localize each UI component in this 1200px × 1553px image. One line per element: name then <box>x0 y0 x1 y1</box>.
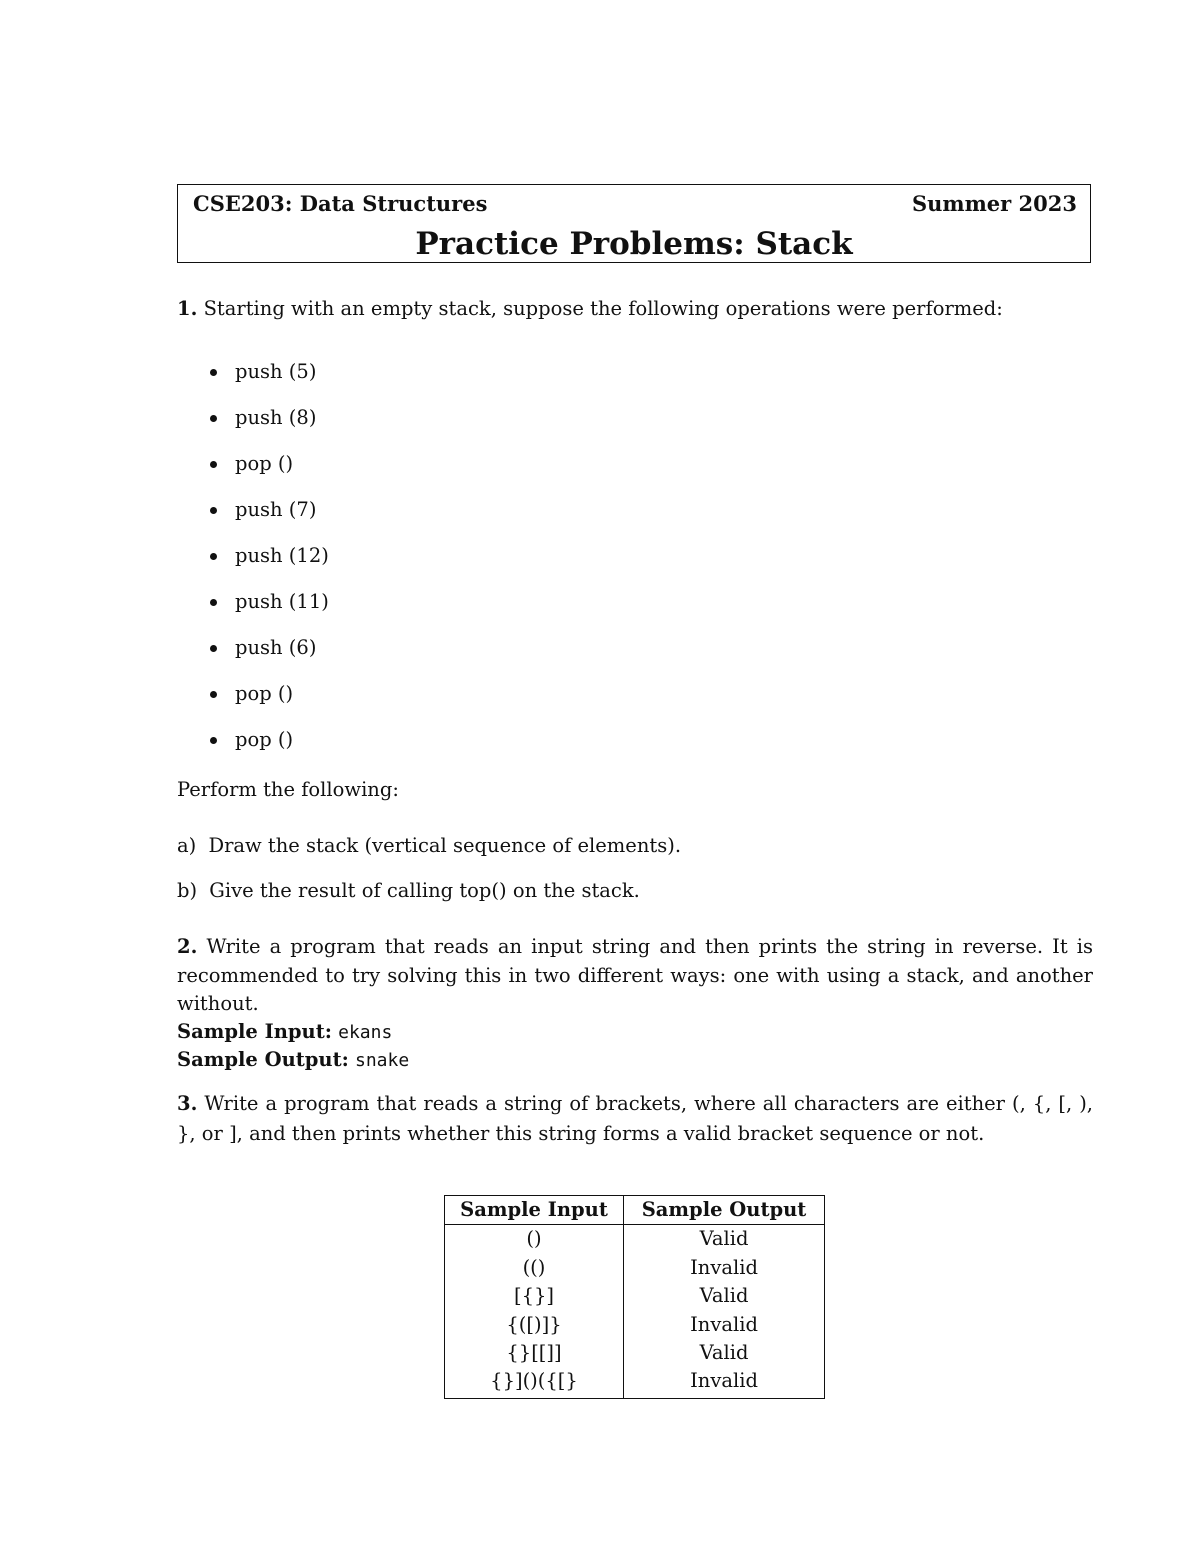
operation-text: push (11) <box>235 590 329 613</box>
table-header-row <box>445 1196 825 1225</box>
part-a-label: a) <box>177 834 197 857</box>
q3-text: Write a program that reads a string of brackets, where all characters are either (, {, [, ), }, or ], and then prints whether this string forms a valid bracket sequence or not. <box>177 1092 1093 1145</box>
list-item <box>210 671 329 717</box>
output-cell: Invalid <box>624 1367 825 1398</box>
samples-table <box>444 1195 825 1399</box>
column-header-input: Sample Input <box>445 1196 624 1225</box>
operation-text: push (6) <box>235 636 317 659</box>
table-row <box>445 1282 825 1310</box>
bullet-icon <box>210 369 217 376</box>
sample-input-value: ekans <box>338 1022 393 1043</box>
table-row <box>445 1339 825 1367</box>
q2-sample-input <box>177 1018 392 1047</box>
sample-output-label: Sample Output: <box>177 1048 349 1071</box>
table-row <box>445 1254 825 1282</box>
operations-list <box>210 349 329 763</box>
bullet-icon <box>210 507 217 514</box>
bullet-icon <box>210 599 217 606</box>
part-b <box>177 877 640 905</box>
operation-text: pop () <box>235 728 294 751</box>
perform-label: Perform the following: <box>177 778 399 801</box>
column-header-output: Sample Output <box>624 1196 825 1225</box>
operation-text: push (7) <box>235 498 317 521</box>
page-title: Practice Problems: Stack <box>415 226 853 262</box>
operation-text: pop () <box>235 452 294 475</box>
output-cell: Invalid <box>624 1311 825 1339</box>
part-b-label: b) <box>177 879 198 902</box>
sample-input-label: Sample Input: <box>177 1020 332 1043</box>
input-cell: {([)]} <box>445 1311 624 1339</box>
q2-text: Write a program that reads an input string and then prints the string in reverse. It is recommended to try solving this in two different ways: one with using a stack, and another without. <box>177 935 1093 1015</box>
part-a <box>177 832 681 860</box>
output-cell: Invalid <box>624 1254 825 1282</box>
output-cell: Valid <box>624 1339 825 1367</box>
part-a-text: Draw the stack (vertical sequence of elements). <box>208 834 682 857</box>
course-name: CSE203: Data Structures <box>193 191 488 216</box>
operation-text: push (5) <box>235 360 317 383</box>
output-cell: Valid <box>624 1225 825 1254</box>
sample-output-value: snake <box>354 1050 410 1071</box>
output-cell: Valid <box>624 1282 825 1310</box>
q1-intro-line <box>177 295 1003 323</box>
q1-intro: Starting with an empty stack, suppose the following operations were performed: <box>203 297 1003 320</box>
list-item <box>210 625 329 671</box>
operation-text: push (8) <box>235 406 317 429</box>
operation-text: push (12) <box>235 544 329 567</box>
header-box <box>177 184 1091 263</box>
list-item <box>210 717 329 763</box>
list-item <box>210 579 329 625</box>
list-item <box>210 349 329 395</box>
input-cell: [{}] <box>445 1282 624 1310</box>
bullet-icon <box>210 461 217 468</box>
q1-number: 1. <box>177 297 198 320</box>
q2-number: 2. <box>177 935 198 958</box>
input-cell: (() <box>445 1254 624 1282</box>
bullet-icon <box>210 737 217 744</box>
bullet-icon <box>210 691 217 698</box>
term: Summer 2023 <box>911 191 1077 216</box>
bullet-icon <box>210 415 217 422</box>
table-row <box>445 1225 825 1254</box>
q2-paragraph <box>177 933 1093 1019</box>
q2-sample-output <box>177 1046 409 1075</box>
list-item <box>210 441 329 487</box>
bullet-icon <box>210 553 217 560</box>
table-row <box>445 1311 825 1339</box>
list-item <box>210 487 329 533</box>
part-b-text: Give the result of calling top() on the stack. <box>209 879 640 902</box>
input-cell: {}[[]] <box>445 1339 624 1367</box>
list-item <box>210 533 329 579</box>
input-cell: {}]()({[} <box>445 1367 624 1398</box>
list-item <box>210 395 329 441</box>
q3-paragraph <box>177 1089 1093 1149</box>
q3-number: 3. <box>177 1092 198 1115</box>
bullet-icon <box>210 645 217 652</box>
input-cell: () <box>445 1225 624 1254</box>
operation-text: pop () <box>235 682 294 705</box>
table-row <box>445 1367 825 1398</box>
